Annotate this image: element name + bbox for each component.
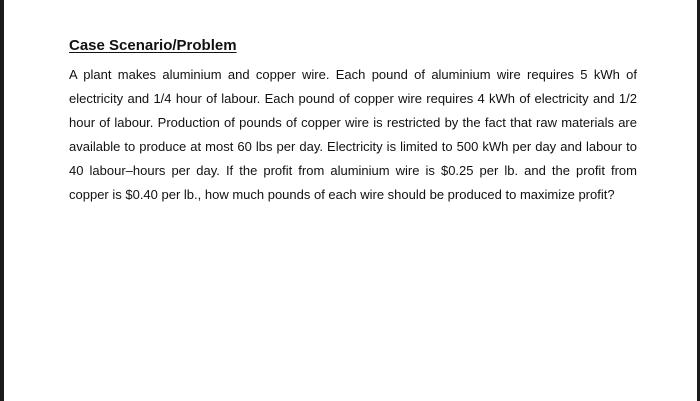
section-heading: Case Scenario/Problem [69,37,237,54]
document-content [69,36,637,207]
problem-paragraph: A plant makes aluminium and copper wire. Each pound of aluminium wire requires 5 kWh of electricity and 1/4 hour of labour. Each pound of copper wire requires 4 kWh of electricity and 1/2 hour of labour. Production of pounds of copper wire is restricted by the fact that raw materials are available to produce at most 60 lbs per day. Electricity is limited to 500 kWh per day and labour to 40 labour–hours per day. If the profit from aluminium wire is $0.25 per lb. and the profit from copper is $0.40 per lb., how much pounds of each wire should be produced to maximize profit? [69,67,637,202]
left-border [0,0,4,401]
